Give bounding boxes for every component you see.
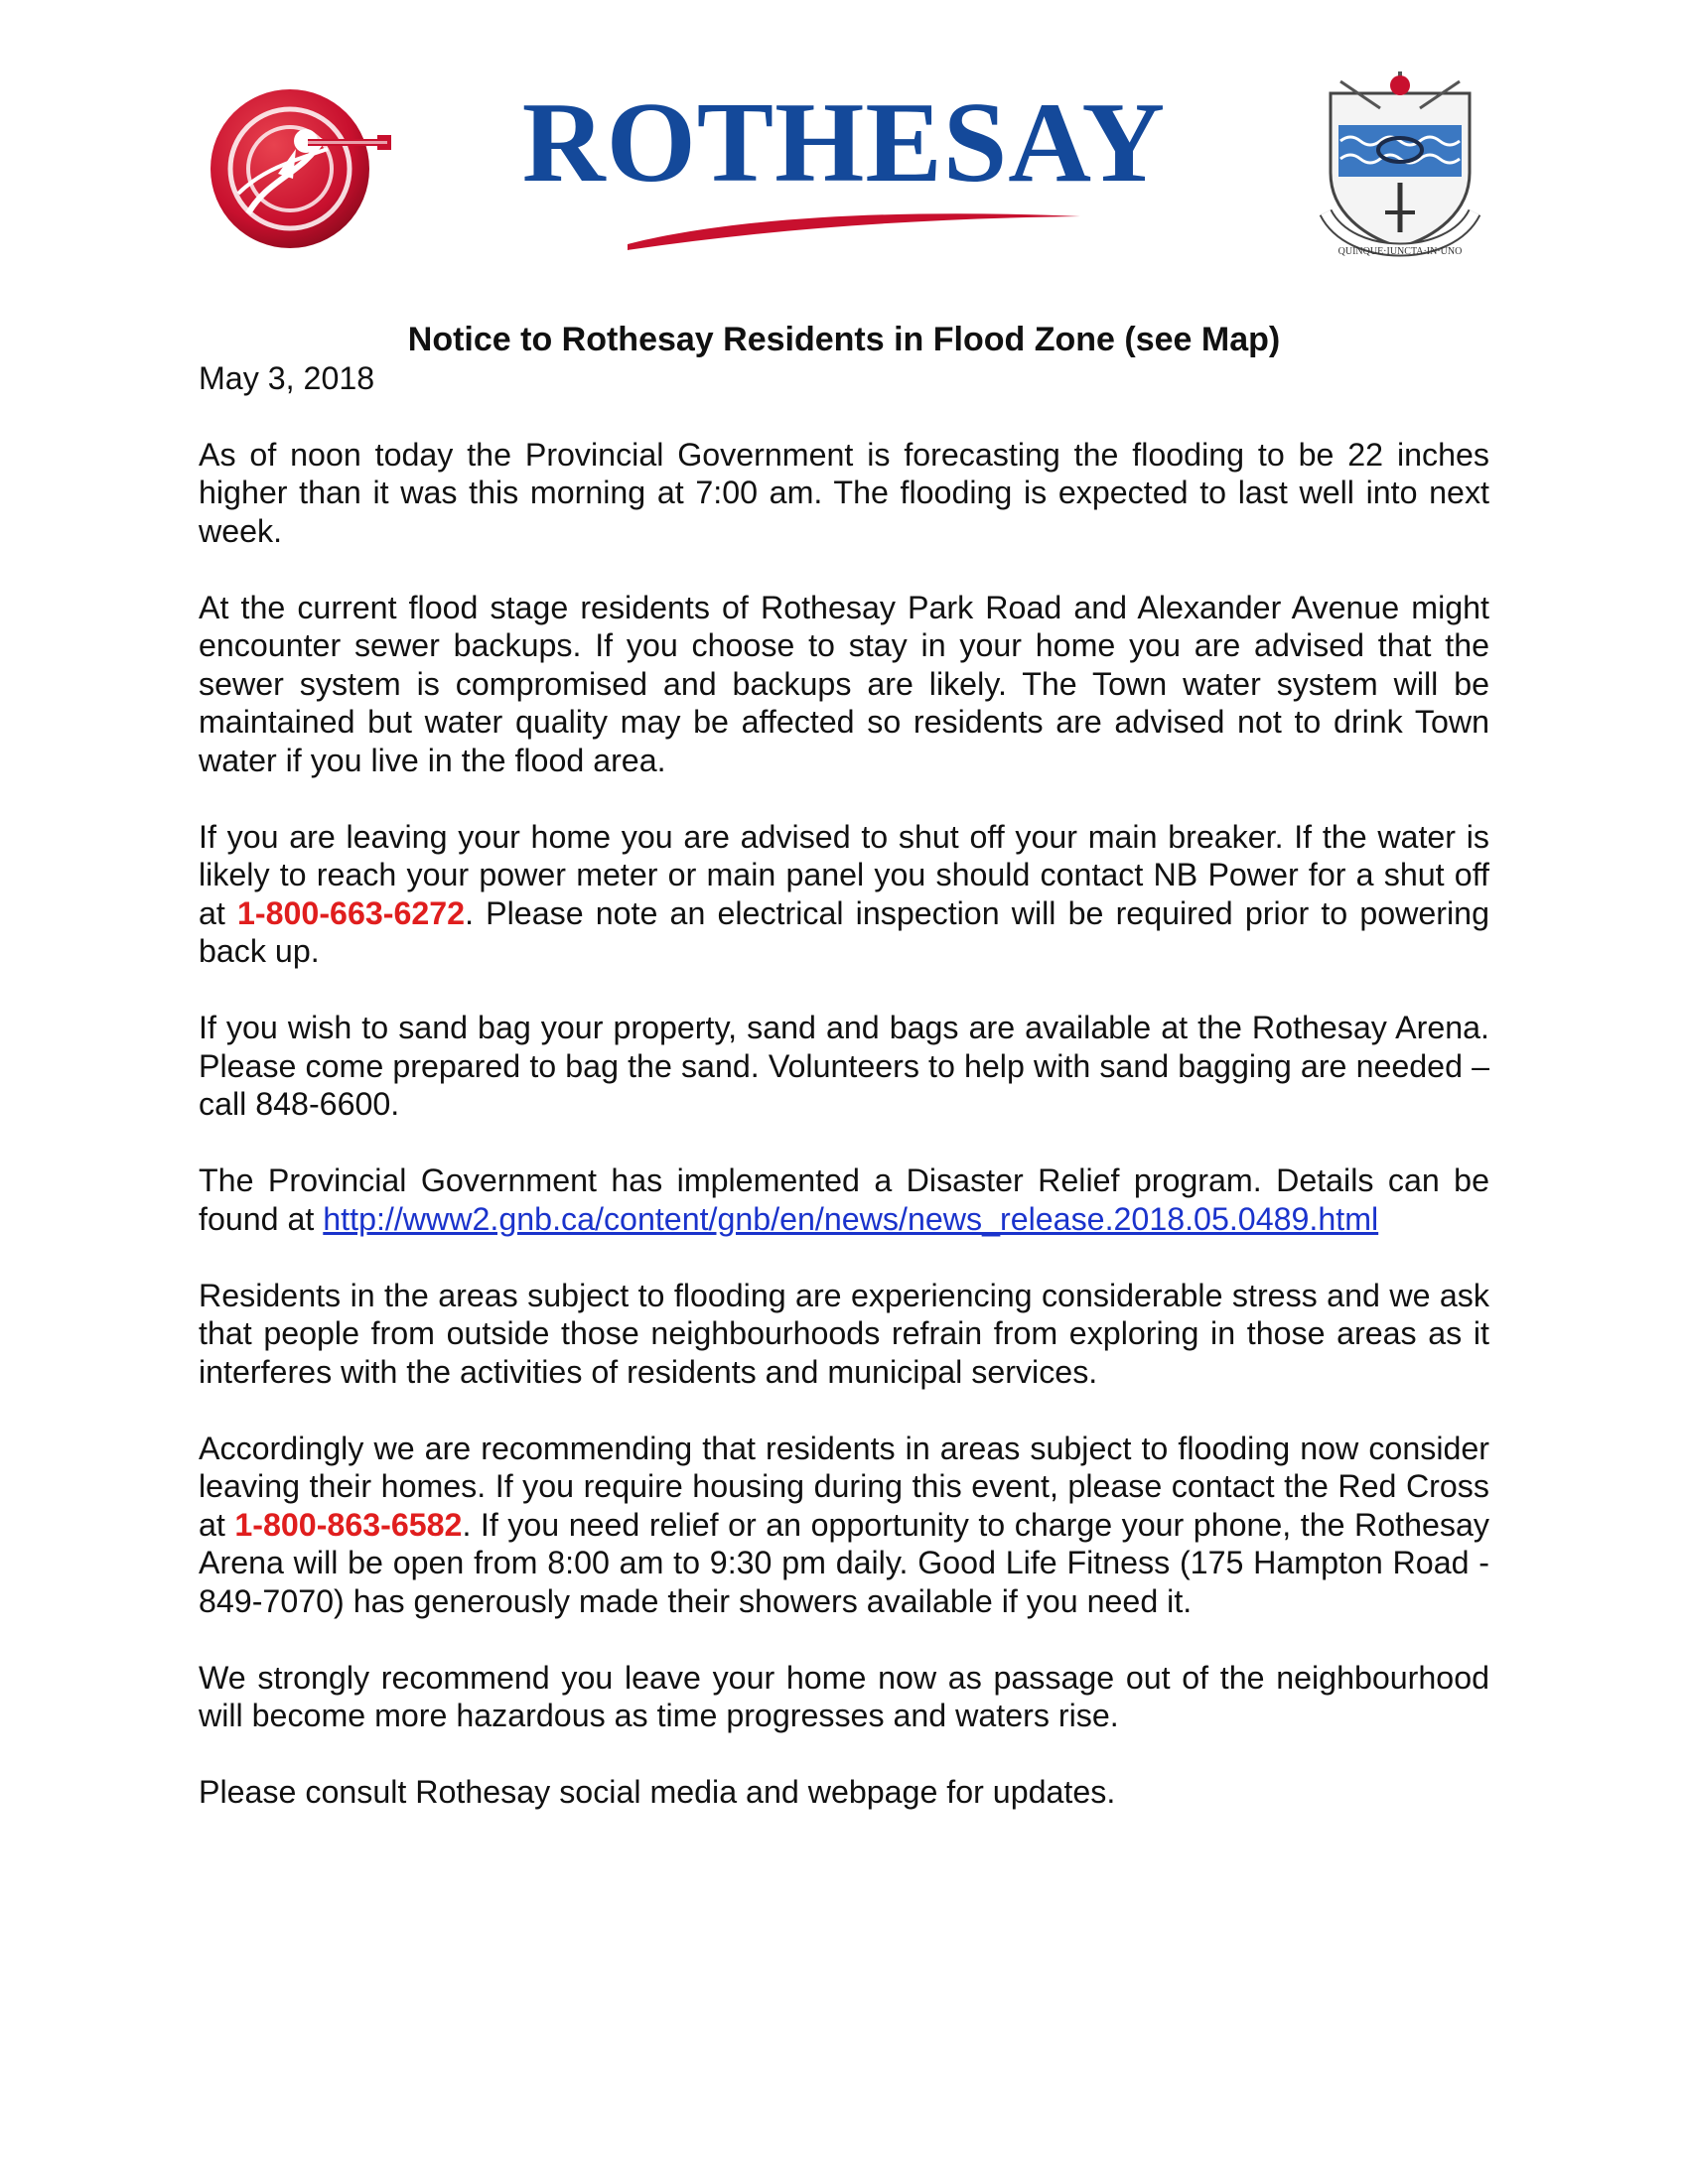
letterhead [0,0,1688,298]
paragraph-power [199,818,1489,971]
power-text-before: If you are leaving your home you are advised to shut off your main breaker. If the water is likely to reach your power meter or main panel you should contact NB Power for a shut off at [199,818,1489,931]
power-text-after: . Please note an electrical inspection will be required prior to powering back up. [199,894,1489,969]
paragraph-sewer: At the current flood stage residents of Rothesay Park Road and Alexander Avenue might encounter sewer backups. If you choose to stay in your home you are advised that the sewer system is compromised and backups are likely. The Town water system will be maintained but water quality may be affected so residents are advised not to drink Town water if you live in the flood area. [199,589,1489,778]
notice-body [199,320,1489,1849]
evacuation-text-before: Accordingly we are recommending that residents in areas subject to flooding now consider leaving their homes. If you require housing during this event, please contact the Red Cross at [199,1430,1489,1543]
rothesay-wordmark [516,79,1172,254]
page-title: Notice to Rothesay Residents in Flood Zone (see Map) [407,321,1281,358]
wordmark-text: ROTHESAY [521,79,1167,206]
notice-date: May 3, 2018 [199,360,375,396]
evacuation-text-after: . If you need relief or an opportunity to charge your phone, the Rothesay Arena will be open from 8:00 am to 9:30 pm daily. Good Life Fitness (175 Hampton Road - 849-7070) has generously made their showers available if you need it. [199,1506,1490,1619]
paragraph-updates: Please consult Rothesay social media and webpage for updates. [199,1774,1116,1810]
relief-program-link[interactable]: http://www2.gnb.ca/content/gnb/en/news/news_release.2018.05.0489.html [323,1200,1379,1237]
paragraph-evacuation [199,1430,1489,1621]
rower-emblem-icon [209,79,397,253]
crest-motto: QUINQUE·IUNCTA·IN·UNO [1337,246,1463,257]
swoosh-icon [626,205,1082,254]
paragraph-relief [199,1161,1489,1238]
paragraph-sandbags: If you wish to sand bag your property, sand and bags are available at the Rothesay Arena. Please come prepared to bag the sand. Volunteers to help with sand bagging are needed – call 848-6600. [199,1010,1489,1122]
paragraph-stress: Residents in the areas subject to flooding are experiencing considerable stress and we ask that people from outside those neighbourhoods refrain from exploring in those areas as it interferes with the activities of residents and municipal services. [199,1277,1489,1390]
relief-text: The Provincial Government has implemented a Disaster Relief program. Details can be found at [199,1162,1489,1237]
nb-power-phone: 1-800-663-6272 [237,894,466,931]
red-cross-phone: 1-800-863-6582 [234,1506,463,1543]
paragraph-forecast: As of noon today the Provincial Government is forecasting the flooding to be 22 inches higher than it was this morning at 7:00 am. The flooding is expected to last well into next week. [199,436,1489,549]
rothesay-crest-icon [1311,64,1489,272]
paragraph-recommendation: We strongly recommend you leave your home now as passage out of the neighbourhood will become more hazardous as time progresses and waters rise. [199,1659,1489,1733]
